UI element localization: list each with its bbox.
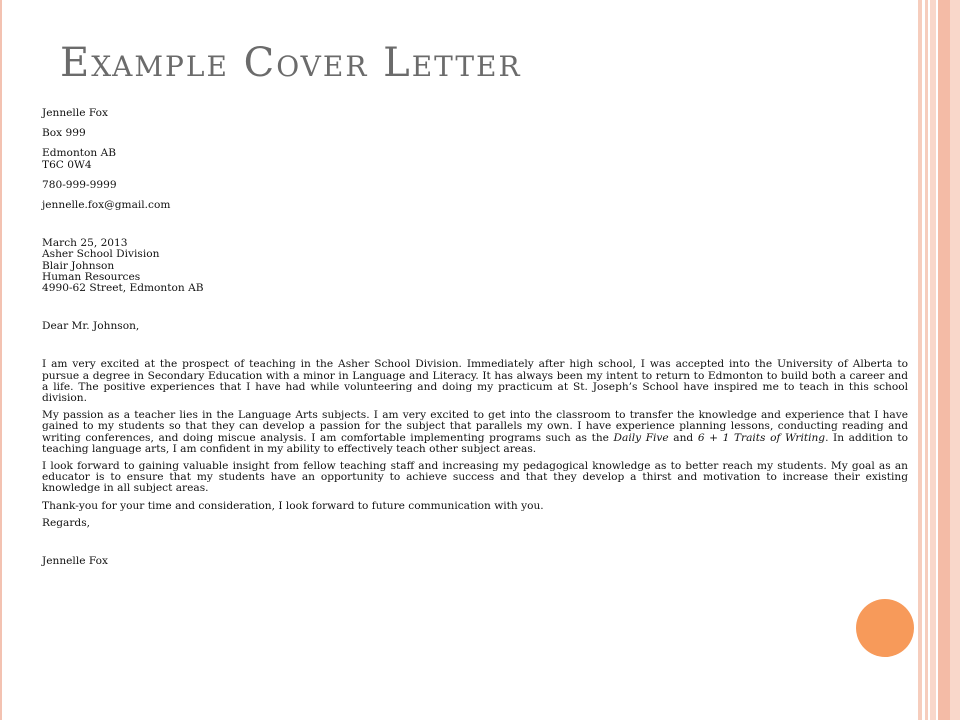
- body-paragraph-1: I am very excited at the prospect of teaching in the Asher School Division. Immediately after high school, I was accepted into the University of Alberta to pursue a degree in Secondary Education with a minor in Language and Literacy. It has always been my intent to return to Edmonton to build both a career and a life. The positive experiences that I have had while volunteering and doing my practicum at St. Joseph’s School have inspired me to teach in this school division.: [42, 358, 908, 405]
- sender-name: Jennelle Fox: [42, 107, 108, 119]
- border-stripe: [950, 0, 960, 720]
- decorative-circle: [856, 599, 914, 657]
- body-paragraph-4: Thank-you for your time and consideration, I look forward to future communication with you.: [42, 499, 544, 512]
- border-stripe: [938, 0, 950, 720]
- program-name-traits-of-writing: 6 + 1 Traits of Writing: [697, 431, 826, 444]
- letter-date: March 25, 2013: [42, 237, 128, 250]
- closing: Regards,: [42, 516, 90, 529]
- paragraph-2-text: My passion as a teacher lies in the Language Arts subjects. I am very excited to get into the classroom to transfer the knowledge and experience that I have gained to my students so that they can develop a passion for the subject that parallels my own. I have experience planning lessons, conducting reading and writing conferences, and doing miscue analysis. I am comfortable implementing programs such as the: [42, 409, 908, 444]
- body-paragraph-2: [42, 410, 908, 455]
- signature: Jennelle Fox: [42, 555, 108, 568]
- recipient-department: Human Resources: [42, 270, 141, 283]
- sender-city-postal: Edmonton AB T6C 0W4: [42, 147, 117, 171]
- body-paragraph-3: I look forward to gaining valuable insight from fellow teaching staff and increasing my pedagogical knowledge as to better reach my students. My goal as an educator is to ensure that my students have an opportunity to achieve success and that they develop a thirst and motivation to increase their existing knowledge in all subject areas.: [42, 460, 908, 495]
- sender-box: Box 999: [42, 127, 86, 140]
- border-stripe: [925, 0, 928, 720]
- salutation: Dear Mr. Johnson,: [42, 320, 140, 333]
- sender-email: jennelle.fox@gmail.com: [42, 199, 171, 212]
- border-stripe: [918, 0, 922, 720]
- program-name-daily-five: Daily Five: [613, 431, 669, 444]
- page-title: Example Cover Letter: [60, 40, 522, 86]
- recipient-organization: Asher School Division: [42, 248, 160, 261]
- border-stripe: [930, 0, 936, 720]
- recipient-contact: Blair Johnson: [42, 259, 115, 272]
- cover-letter: [42, 108, 908, 567]
- paragraph-2-text: . In addition to teaching language arts, I am confident in my ability to effectively teach other subject areas.: [42, 431, 909, 455]
- sender-phone: 780-999-9999: [42, 178, 117, 191]
- recipient-address: 4990-62 Street, Edmonton AB: [42, 282, 204, 295]
- paragraph-2-text: and: [668, 431, 698, 444]
